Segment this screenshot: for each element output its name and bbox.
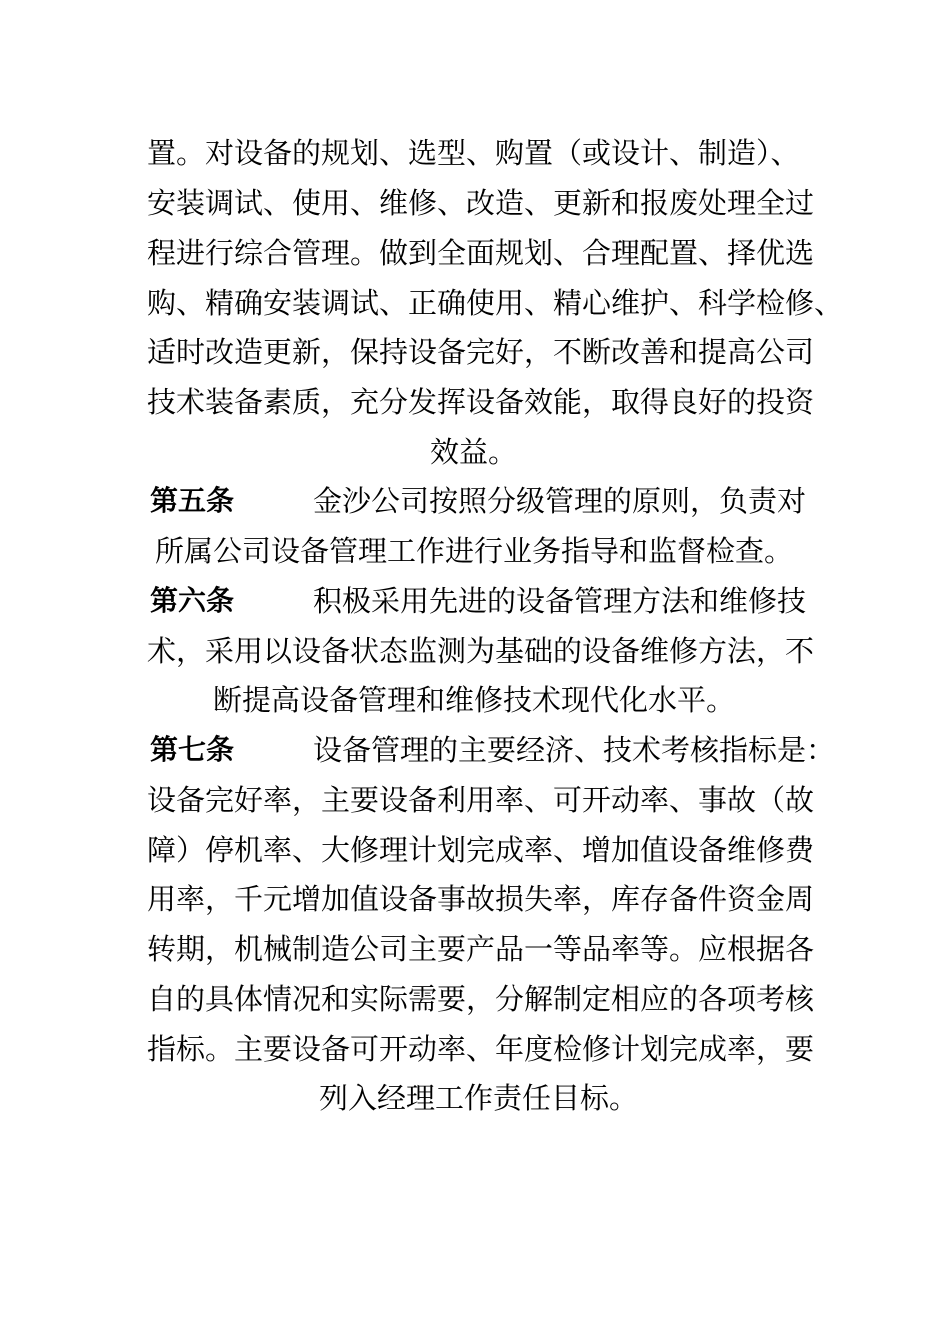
intro-line-2: 安装调试、使用、维修、改造、更新和报废处理全过 xyxy=(147,186,815,220)
article-7-line-8: 列入经理工作责任目标。 xyxy=(319,1081,639,1115)
article-5-heading: 第五条 xyxy=(150,484,235,517)
article-7-line-1: 设备管理的主要经济、技术考核指标是： xyxy=(313,733,836,767)
intro-line-4: 购、精确安装调试、正确使用、精心维护、科学检修、 xyxy=(147,286,844,320)
article-7-line-5: 转期，机械制造公司主要产品一等品率等。应根据各 xyxy=(147,932,815,966)
article-6-line-2: 术，采用以设备状态监测为基础的设备维修方法，不 xyxy=(147,634,815,668)
article-7-line-7: 指标。主要设备可开动率、年度检修计划完成率，要 xyxy=(147,1032,815,1066)
article-5-line-2: 所属公司设备管理工作进行业务指导和监督检查。 xyxy=(155,534,794,568)
article-7-line-6: 自的具体情况和实际需要，分解制定相应的各项考核 xyxy=(147,982,815,1016)
article-6-line-1: 积极采用先进的设备管理方法和维修技 xyxy=(313,584,807,618)
intro-line-3: 程进行综合管理。做到全面规划、合理配置、择优选 xyxy=(147,236,815,270)
article-7-line-4: 用率，千元增加值设备事故损失率，库存备件资金周 xyxy=(147,882,815,916)
article-7-line-2: 设备完好率，主要设备利用率、可开动率、事故（故 xyxy=(147,783,815,817)
article-7-heading: 第七条 xyxy=(150,733,235,766)
article-6-heading: 第六条 xyxy=(150,584,235,617)
intro-line-5: 适时改造更新，保持设备完好，不断改善和提高公司 xyxy=(147,335,815,369)
intro-line-1: 置。对设备的规划、选型、购置（或设计、制造）、 xyxy=(147,136,800,170)
intro-line-6: 技术装备素质，充分发挥设备效能，取得良好的投资 xyxy=(147,385,815,419)
intro-line-7: 效益。 xyxy=(430,435,518,469)
article-5-line-1: 金沙公司按照分级管理的原则，负责对 xyxy=(313,484,807,518)
article-7-line-3: 障）停机率、大修理计划完成率、增加值设备维修费 xyxy=(147,833,815,867)
article-6-line-3: 断提高设备管理和维修技术现代化水平。 xyxy=(213,683,736,717)
